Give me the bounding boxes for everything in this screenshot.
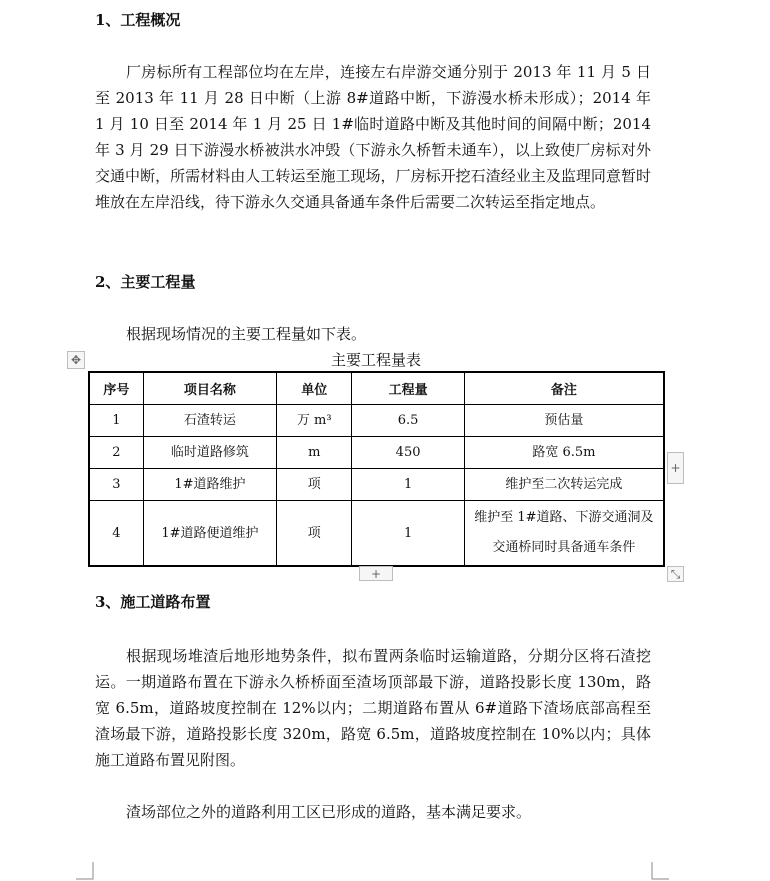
cell-quantity: 1 bbox=[352, 469, 464, 501]
cell-unit: 项 bbox=[277, 501, 352, 567]
cell-item: 1#道路便道维护 bbox=[143, 501, 276, 567]
cell-remark: 预估量 bbox=[464, 405, 664, 437]
cell-unit: m bbox=[277, 437, 352, 469]
quantities-table bbox=[88, 371, 665, 567]
header-unit: 单位 bbox=[277, 372, 352, 405]
table-header-row bbox=[89, 372, 664, 405]
cell-unit: 万 m³ bbox=[277, 405, 352, 437]
table-resize-handle[interactable]: ⤡ bbox=[667, 566, 684, 582]
table-caption: 主要工程量表 bbox=[330, 351, 421, 369]
page-corner-marker-right bbox=[651, 862, 669, 880]
section-3-paragraph-2: 渣场部位之外的道路利用工区已形成的道路，基本满足要求。 bbox=[126, 803, 532, 821]
cell-remark: 路宽 6.5m bbox=[464, 437, 664, 469]
section-1-heading: 1、工程概况 bbox=[95, 11, 181, 29]
table-row bbox=[89, 437, 664, 469]
cell-remark: 维护至 1#道路、下游交通洞及交通桥同时具备通车条件 bbox=[464, 501, 664, 567]
cell-index: 3 bbox=[89, 469, 143, 501]
cell-quantity: 450 bbox=[352, 437, 464, 469]
header-remark: 备注 bbox=[464, 372, 664, 405]
cell-remark: 维护至二次转运完成 bbox=[464, 469, 664, 501]
section-2-heading: 2、主要工程量 bbox=[95, 273, 196, 291]
add-row-button[interactable]: + bbox=[359, 566, 393, 581]
cell-index: 4 bbox=[89, 501, 143, 567]
cell-item: 石渣转运 bbox=[143, 405, 276, 437]
cell-unit: 项 bbox=[277, 469, 352, 501]
table-move-handle[interactable]: ✥ bbox=[67, 351, 85, 369]
add-column-button[interactable]: + bbox=[667, 452, 684, 484]
section-2-paragraph: 根据现场情况的主要工程量如下表。 bbox=[126, 325, 367, 343]
cell-quantity: 1 bbox=[352, 501, 464, 567]
section-1-paragraph: 厂房标所有工程部位均在左岸，连接左右岸游交通分别于 2013 年 11 月 5 日至 2013 年 11 月 28 日中断（上游 8#道路中断，下游漫水桥未形成）；2014 年 1 月 10 日至 2014 年 1 月 25 日 1#临时道路中断及其他时间的间隔中断；2014 年 3 月 29 日下游漫水桥被洪水冲毁（下游永久桥暂未通车），以上致使厂房标对外交通中断，所需材料由人工转运至施工现场，厂房标开挖石渣经业主及监理同意暂时堆放在左岸沿线，待下游永久交通具备通车条件后需要二次转运至指定地点。 bbox=[95, 63, 651, 211]
table-row bbox=[89, 405, 664, 437]
table-row bbox=[89, 501, 664, 567]
header-item: 项目名称 bbox=[143, 372, 276, 405]
cell-item: 1#道路维护 bbox=[143, 469, 276, 501]
page-corner-marker-left bbox=[76, 862, 94, 880]
cell-quantity: 6.5 bbox=[352, 405, 464, 437]
cell-index: 1 bbox=[89, 405, 143, 437]
header-index: 序号 bbox=[89, 372, 143, 405]
cell-item: 临时道路修筑 bbox=[143, 437, 276, 469]
table-row bbox=[89, 469, 664, 501]
section-3-paragraph: 根据现场堆渣后地形地势条件，拟布置两条临时运输道路，分期分区将石渣挖运。一期道路布置在下游永久桥桥面至渣场顶部最下游，道路投影长度 130m，路宽 6.5m，道路坡度控制在 12%以内；二期道路布置从 6#道路下渣场底部高程至渣场最下游，道路投影长度 320m，路宽 6.5m，道路坡度控制在 10%以内；具体施工道路布置见附图。 bbox=[95, 647, 651, 769]
header-quantity: 工程量 bbox=[352, 372, 464, 405]
section-3-heading: 3、施工道路布置 bbox=[95, 593, 211, 611]
cell-index: 2 bbox=[89, 437, 143, 469]
